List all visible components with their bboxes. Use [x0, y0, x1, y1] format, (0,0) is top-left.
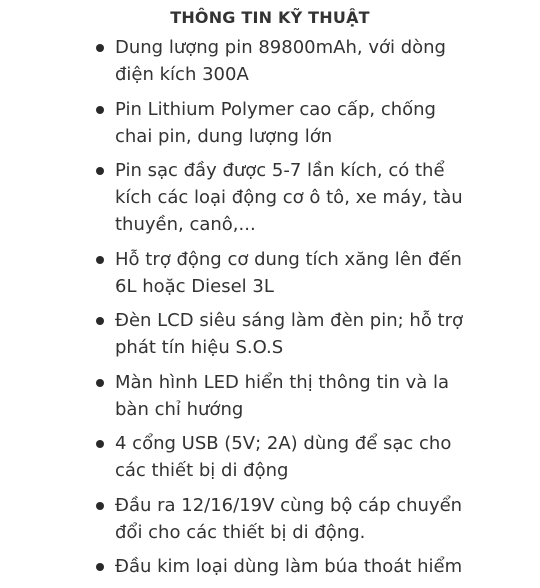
bullet-icon [96, 106, 104, 114]
bullet-icon [96, 256, 104, 264]
bullet-icon [96, 317, 104, 325]
bullet-icon [96, 502, 104, 510]
list-item [96, 492, 476, 546]
list-item [96, 157, 476, 238]
spec-text: Đầu kim loại dùng làm búa thoát hiểm [115, 556, 463, 577]
spec-text: Pin sạc đầy được 5-7 lần kích, có thể kích các loại động cơ ô tô, xe máy, tàu thuyền, canô,... [115, 160, 463, 235]
spec-list [96, 34, 476, 588]
spec-text: Pin Lithium Polymer cao cấp, chống chai pin, dung lượng lớn [115, 98, 436, 147]
bullet-icon [96, 440, 104, 448]
spec-text: Hỗ trợ động cơ dung tích xăng lên đến 6L hoặc Diesel 3L [115, 248, 462, 297]
list-item [96, 246, 476, 300]
list-item [96, 96, 476, 150]
spec-text: Đầu ra 12/16/19V cùng bộ cáp chuyển đổi cho các thiết bị di động. [115, 494, 463, 543]
list-item [96, 553, 476, 580]
spec-title: THÔNG TIN KỸ THUẬT [170, 8, 370, 27]
bullet-icon [96, 44, 104, 52]
bullet-icon [96, 167, 104, 175]
list-item [96, 34, 476, 88]
spec-text: Dung lượng pin 89800mAh, với dòng điện kích 300A [115, 37, 446, 85]
spec-text: 4 cổng USB (5V; 2A) dùng để sạc cho các thiết bị di động [115, 433, 452, 481]
spec-text: Đèn LCD siêu sáng làm đèn pin; hỗ trợ phát tín hiệu S.O.S [115, 310, 464, 358]
bullet-icon [96, 379, 104, 387]
list-item [96, 307, 476, 361]
bullet-icon [96, 563, 104, 571]
list-item [96, 430, 476, 484]
list-item [96, 369, 476, 423]
spec-text: Màn hình LED hiển thị thông tin và la bàn chỉ hướng [115, 371, 450, 420]
